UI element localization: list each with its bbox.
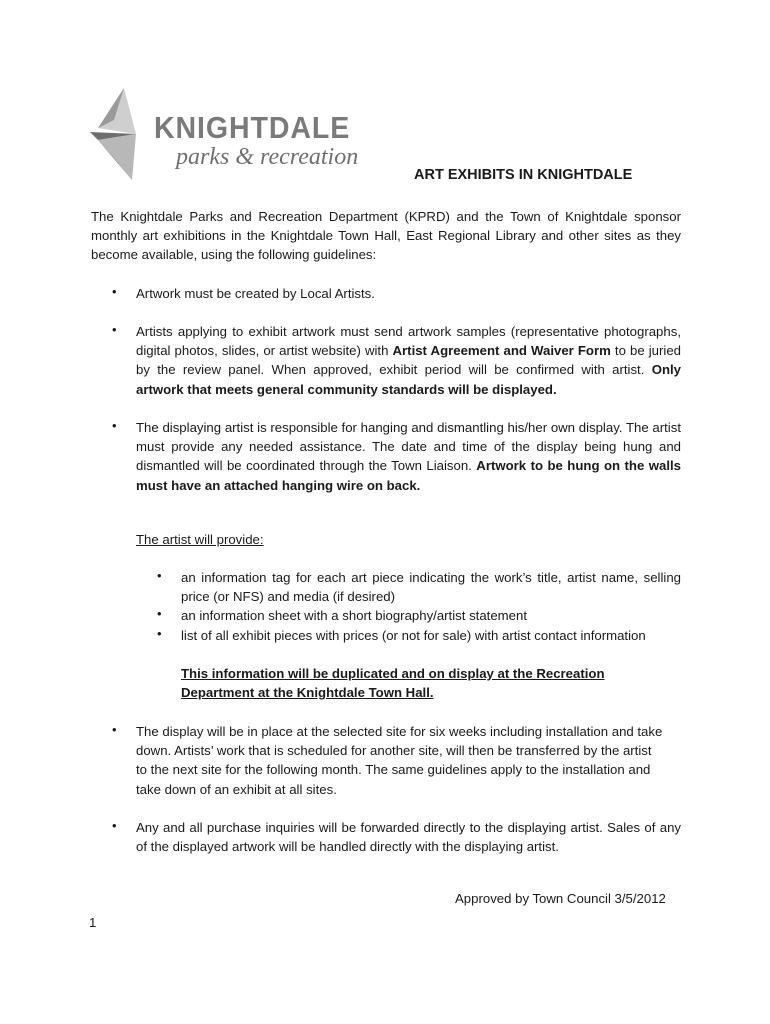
bullet-1-marker: • (112, 284, 117, 299)
logo-name: KNIGHTDALE (154, 110, 351, 145)
sub-bullet-1-text: an information tag for each art piece indicating the work’s title, artist name, selling price (or NFS) and media (if desired) (181, 570, 681, 605)
sub-bullet-3-marker: • (157, 626, 162, 641)
artist-provide-heading: The artist will provide: (136, 532, 264, 547)
bullet-2-marker: • (112, 322, 117, 337)
bullet-2-text (136, 322, 681, 399)
sub-bullet-2-text: an information sheet with a short biography/artist statement (181, 608, 527, 623)
bullet-5-marker: • (112, 818, 117, 833)
bullet-5-text: Any and all purchase inquiries will be forwarded directly to the displaying artist. Sales of any of the displayed artwork will be handled directly with the displaying artist. (136, 820, 681, 855)
intro-paragraph: The Knightdale Parks and Recreation Department (KPRD) and the Town of Knightdale sponsor monthly art exhibitions in the Knightdale Town Hall, East Regional Library and other sites as they become available, using the following guidelines: (91, 209, 681, 263)
community-standards-note: Only artwork that meets general community standards will be displayed. (136, 362, 681, 397)
hanging-wire-note: Artwork to be hung on the walls must have an attached hanging wire on back. (136, 458, 681, 493)
agreement-form-name: Artist Agreement and Waiver Form (392, 343, 611, 359)
bullet-4-marker: • (112, 722, 117, 737)
logo-mark-icon (84, 80, 164, 190)
bullet-3-text-pre: The displaying artist is responsible for hanging and dismantling his/her own display. The artist must provide any needed assistance. The date and time of the display being hung and dismantled will be coordinated through the Town Liaison. (136, 420, 681, 474)
logo-tagline: parks & recreation (176, 144, 359, 170)
document-title: ART EXHIBITS IN KNIGHTDALE (414, 167, 633, 183)
knightdale-logo (84, 80, 374, 190)
approval-note: Approved by Town Council 3/5/2012 (455, 891, 666, 906)
bullet-3-text (136, 418, 681, 495)
sub-bullet-3-text: list of all exhibit pieces with prices (or not for sale) with artist contact information (181, 628, 646, 643)
bullet-3-marker: • (112, 418, 117, 433)
bullet-4-text: The display will be in place at the selected site for six weeks including installation and take down. Artists’ work that is scheduled for another site, will then be transferred by the artist to the next site for the following month. The same guidelines apply to the installation and take down of an exhibit at all sites. (136, 724, 663, 797)
page-number: 1 (89, 915, 97, 930)
sub-bullet-1-marker: • (157, 568, 162, 583)
duplication-note: This information will be duplicated and on display at the Recreation Department at the Knightdale Town Hall. (181, 666, 605, 701)
bullet-1-text: Artwork must be created by Local Artists. (136, 286, 375, 301)
bullet-2-text-mid: to be juried by the review panel. When approved, exhibit period will be confirmed with artist. (136, 343, 681, 378)
sub-bullet-2-marker: • (157, 606, 162, 621)
bullet-2-text-pre: Artists applying to exhibit artwork must send artwork samples (representative photographs, digital photos, slides, or artist website) with (136, 324, 681, 359)
